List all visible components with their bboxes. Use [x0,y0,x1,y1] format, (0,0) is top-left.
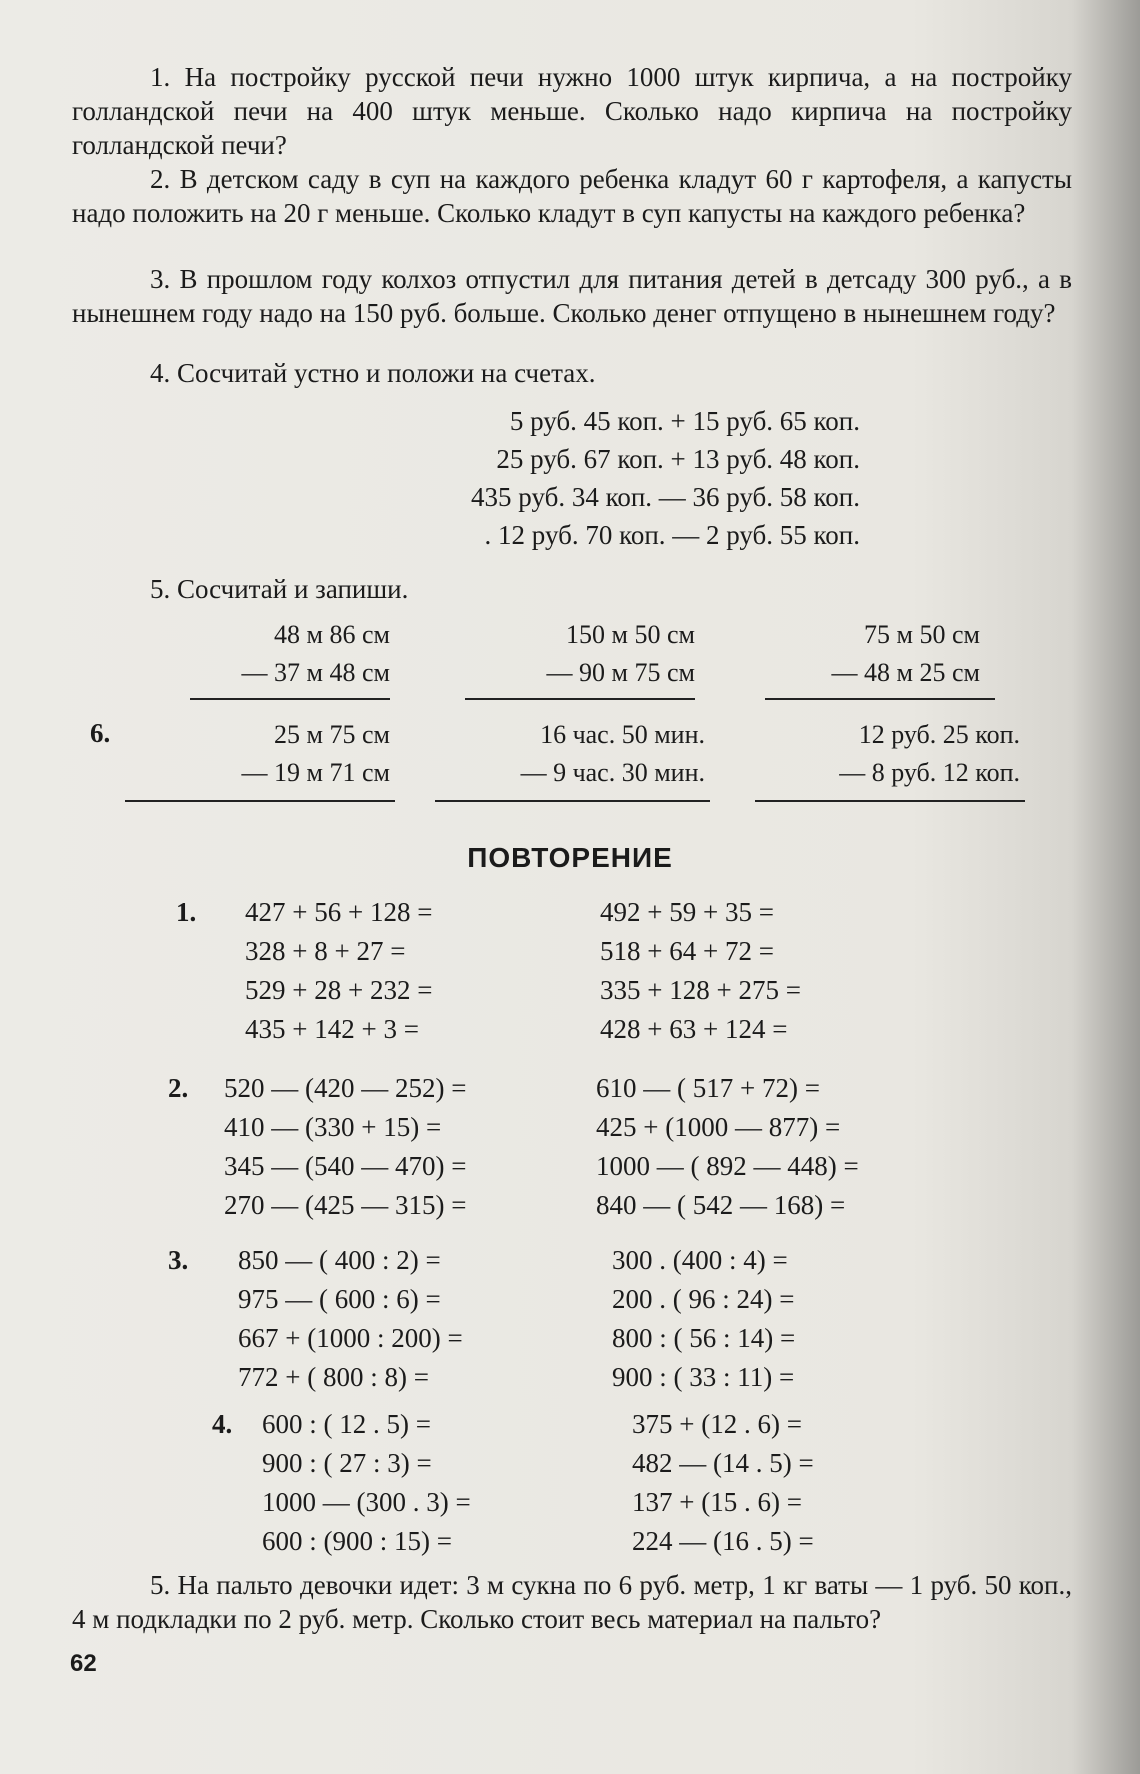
problem-5-coat: 5. На пальто девочки идет: 3 м сукна по 6 руб. метр, 1 кг ваты — 1 руб. 50 коп., 4 м подкладки по 2 руб. метр. Сколько стоит весь материал на пальто? [72,1570,1072,1634]
subtraction-bottom: — 48 м 25 см [831,658,980,687]
rep-3-right [612,1241,795,1397]
underline [765,698,995,700]
task4-row: 435 руб. 34 коп. — 36 руб. 58 коп. [471,482,860,512]
expression: 600 : ( 12 . 5) = [262,1409,431,1439]
expression: 850 — ( 400 : 2) = [238,1245,441,1275]
subtraction-bottom: — 19 м 71 см [241,758,390,787]
expression: 520 — (420 — 252) = [224,1073,467,1103]
expression: 840 — ( 542 — 168) = [596,1190,846,1220]
expression: 300 . (400 : 4) = [612,1245,788,1275]
rep-4-left [262,1405,471,1561]
expression: 529 + 28 + 232 = [245,975,433,1005]
expression: 492 + 59 + 35 = [600,897,774,927]
task4-row: . 12 руб. 70 коп. — 2 руб. 55 коп. [484,520,860,550]
subtraction-top: 150 м 50 см [566,620,695,649]
rep-2-label: 2. [168,1073,189,1103]
expression: 600 : (900 : 15) = [262,1526,452,1556]
expression: 427 + 56 + 128 = [245,897,433,927]
task5-col-2 [440,616,695,692]
expression: 1000 — (300 . 3) = [262,1487,471,1517]
subtraction-top: 16 час. 50 мин. [540,720,705,749]
expression: 900 : ( 33 : 11) = [612,1362,795,1392]
task5-col-1 [180,616,390,692]
expression: 1000 — ( 892 — 448) = [596,1151,859,1181]
rep-4-right [632,1405,814,1561]
problem-4-text: 4. Сосчитай устно и положи на счетах. [150,358,596,388]
underline [465,698,695,700]
expression: 435 + 142 + 3 = [245,1014,419,1044]
rep-4-label: 4. [212,1409,233,1439]
problem-2: 2. В детском саду в суп на каждого ребенка кладут 60 г картофеля, а капусты надо положить на 20 г меньше. Сколько кладут в суп капусты на каждого ребенка? [72,164,1072,228]
underline [125,800,395,802]
problem-1: 1. На постройку русской печи нужно 1000 штук кирпича, а на постройку голландской печи на 400 штук меньше. Сколько надо кирпича на постройку голландской печи? [72,62,1072,160]
subtraction-top: 48 м 86 см [274,620,390,649]
expression: 610 — ( 517 + 72) = [596,1073,820,1103]
expression: 772 + ( 800 : 8) = [238,1362,429,1392]
rep-2-left [224,1069,466,1225]
subtraction-bottom: — 37 м 48 см [241,658,390,687]
underline [435,800,710,802]
expression: 667 + (1000 : 200) = [238,1323,463,1353]
underline [190,698,390,700]
expression: 200 . ( 96 : 24) = [612,1284,795,1314]
subtraction-bottom: — 90 м 75 см [546,658,695,687]
task4-block [300,402,860,554]
rep-1-left [245,893,432,1049]
task6-label: 6. [90,718,111,748]
expression: 375 + (12 . 6) = [632,1409,802,1439]
underline [755,800,1025,802]
task6-col-2 [430,716,705,792]
rep-2-right [596,1069,859,1225]
section-heading: ПОВТОРЕНИЕ [467,842,673,873]
rep-3-left [238,1241,463,1397]
expression: 137 + (15 . 6) = [632,1487,802,1517]
subtraction-top: 75 м 50 см [864,620,980,649]
expression: 482 — (14 . 5) = [632,1448,814,1478]
task4-row: 25 руб. 67 коп. + 13 руб. 48 коп. [496,444,860,474]
subtraction-bottom: — 8 руб. 12 коп. [839,758,1020,787]
expression: 428 + 63 + 124 = [600,1014,788,1044]
expression: 224 — (16 . 5) = [632,1526,814,1556]
rep-3-label: 3. [168,1245,189,1275]
page-number: 62 [70,1650,97,1677]
task6-col-1 [150,716,390,792]
problem-3: 3. В прошлом году колхоз отпустил для питания детей в детсаду 300 руб., а в нынешнем году надо на 150 руб. больше. Сколько денег отпущено в нынешнем году? [72,264,1072,328]
task6-col-3 [740,716,1020,792]
task5-col-3 [745,616,980,692]
expression: 335 + 128 + 275 = [600,975,801,1005]
expression: 270 — (425 — 315) = [224,1190,467,1220]
expression: 345 — (540 — 470) = [224,1151,467,1181]
subtraction-top: 25 м 75 см [274,720,390,749]
rep-1-label: 1. [176,897,197,927]
task4-row: 5 руб. 45 коп. + 15 руб. 65 коп. [509,406,860,436]
rep-1-right [600,893,801,1049]
task5-title: 5. Сосчитай и запиши. [150,574,409,604]
expression: 800 : ( 56 : 14) = [612,1323,796,1353]
expression: 425 + (1000 — 877) = [596,1112,841,1142]
expression: 518 + 64 + 72 = [600,936,774,966]
expression: 975 — ( 600 : 6) = [238,1284,441,1314]
subtraction-bottom: — 9 час. 30 мин. [520,758,705,787]
expression: 410 — (330 + 15) = [224,1112,442,1142]
subtraction-top: 12 руб. 25 коп. [858,720,1020,749]
expression: 900 : ( 27 : 3) = [262,1448,432,1478]
expression: 328 + 8 + 27 = [245,936,406,966]
